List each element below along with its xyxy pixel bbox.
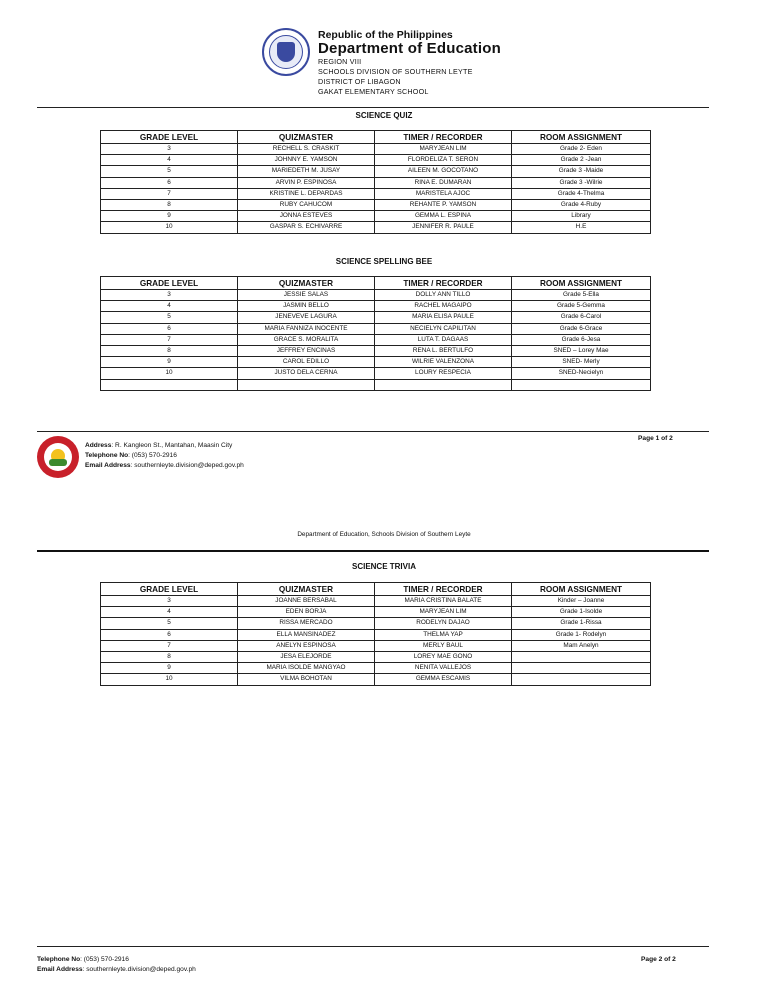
table-cell: Grade 5-Ella — [512, 290, 651, 301]
table-cell: 8 — [101, 651, 238, 662]
table-cell: 9 — [101, 357, 238, 368]
table-row — [101, 188, 651, 199]
footer-divider-page2 — [37, 946, 709, 947]
footer2-telephone: Telephone No: (053) 570-2916 — [37, 956, 129, 963]
science-spelling-bee-table — [100, 276, 651, 391]
table-cell: MARISTELA AJOC — [375, 188, 512, 199]
table-cell: NECIELYN CAPILITAN — [375, 323, 512, 334]
footer2-email: Email Address: southernleyte.division@deped.gov.ph — [37, 966, 196, 973]
table-row — [101, 629, 651, 640]
table-cell: Grade 4-Thelma — [512, 188, 651, 199]
table-cell: Grade 2- Eden — [512, 144, 651, 155]
table-row — [101, 674, 651, 685]
table-cell: MARIA ISOLDE MANGYAO — [238, 663, 375, 674]
table-cell: MARIEDETH M. JUSAY — [238, 166, 375, 177]
table-cell: 6 — [101, 629, 238, 640]
table-row — [101, 618, 651, 629]
table-cell: Grade 6-Grace — [512, 323, 651, 334]
col-timer-recorder: TIMER / RECORDER — [375, 131, 512, 144]
table-row — [101, 290, 651, 301]
table-cell: 7 — [101, 188, 238, 199]
table-cell: THELMA YAP — [375, 629, 512, 640]
footer-address: Address: R. Kangleon St., Mantahan, Maasin City — [85, 442, 233, 449]
table-cell: MERLY BAUL — [375, 640, 512, 651]
department-heading: Department of Education — [318, 40, 501, 57]
table-cell: JUSTO DELA CERNA — [238, 368, 375, 379]
col-timer-recorder: TIMER / RECORDER — [375, 583, 512, 596]
table-row — [101, 301, 651, 312]
table-row — [101, 144, 651, 155]
table-cell: Grade 1-Rissa — [512, 618, 651, 629]
table-cell: 5 — [101, 312, 238, 323]
table-cell: REHANTE P. YAMSON — [375, 199, 512, 210]
table-cell: Kinder – Joanne — [512, 596, 651, 607]
table-cell: SNED-Necielyn — [512, 368, 651, 379]
table-cell: RACHEL MAGAIPO — [375, 301, 512, 312]
division-line: SCHOOLS DIVISION OF SOUTHERN LEYTE — [318, 67, 473, 76]
table-cell — [101, 379, 238, 390]
table-cell: LOREY MAE GONO — [375, 651, 512, 662]
table-cell: 8 — [101, 199, 238, 210]
table-cell: 3 — [101, 144, 238, 155]
table-cell: GASPAR S. ECHIVARRE — [238, 222, 375, 233]
table-row — [101, 211, 651, 222]
table-row — [101, 640, 651, 651]
col-grade-level: GRADE LEVEL — [101, 131, 238, 144]
table-row — [101, 334, 651, 345]
table-cell: 4 — [101, 607, 238, 618]
region-line: REGION VIII — [318, 57, 362, 66]
table-cell: RODELYN DAJAO — [375, 618, 512, 629]
col-room-assignment: ROOM ASSIGNMENT — [512, 277, 651, 290]
science-spelling-bee-title: SCIENCE SPELLING BEE — [335, 257, 433, 266]
table-cell: 3 — [101, 290, 238, 301]
table-cell: DOLLY ANN TILLO — [375, 290, 512, 301]
table-cell — [512, 674, 651, 685]
table-row — [101, 368, 651, 379]
science-trivia-title: SCIENCE TRIVIA — [351, 562, 416, 571]
table-cell: WILRIE VALENZONA — [375, 357, 512, 368]
science-quiz-table — [100, 130, 651, 234]
table-cell: ANELYN ESPINOSA — [238, 640, 375, 651]
table-cell: MARIA FANNIZA INOCENTE — [238, 323, 375, 334]
science-quiz-title: SCIENCE QUIZ — [355, 111, 413, 120]
republic-heading: Republic of the Philippines — [318, 29, 453, 41]
table-cell: VILMA BOHOTAN — [238, 674, 375, 685]
table-cell: Grade 4-Ruby — [512, 199, 651, 210]
footer-divider-page1 — [37, 431, 709, 432]
table-cell: JOHNNY E. YAMSON — [238, 155, 375, 166]
table-cell: GRACE S. MORALITA — [238, 334, 375, 345]
table-cell: NENITA VALLEJOS — [375, 663, 512, 674]
table-cell: JENEVEVE LAGURA — [238, 312, 375, 323]
table-row — [101, 312, 651, 323]
table-cell: KRISTINE L. DEPARDAS — [238, 188, 375, 199]
col-quizmaster: QUIZMASTER — [238, 277, 375, 290]
table-cell: Grade 3 -Maide — [512, 166, 651, 177]
page-number-2: Page 2 of 2 — [641, 956, 676, 963]
science-trivia-table — [100, 582, 651, 686]
table-cell — [238, 379, 375, 390]
table-row — [101, 323, 651, 334]
table-cell: 7 — [101, 334, 238, 345]
table-cell: JESSIE SALAS — [238, 290, 375, 301]
table-cell: RINA E. DUMARAN — [375, 177, 512, 188]
table-cell: RENA L. BERTULFO — [375, 345, 512, 356]
table-cell: 10 — [101, 368, 238, 379]
table-row — [101, 663, 651, 674]
col-timer-recorder: TIMER / RECORDER — [375, 277, 512, 290]
table-cell: 8 — [101, 345, 238, 356]
table-cell: Grade 6-Carol — [512, 312, 651, 323]
table-cell: H.E — [512, 222, 651, 233]
col-room-assignment: ROOM ASSIGNMENT — [512, 583, 651, 596]
table-cell: MARYJEAN LIM — [375, 144, 512, 155]
table-row — [101, 379, 651, 390]
table-cell — [512, 663, 651, 674]
table-row — [101, 177, 651, 188]
col-grade-level: GRADE LEVEL — [101, 277, 238, 290]
table-cell: MARIA CRISTINA BALATE — [375, 596, 512, 607]
table-cell: Mam Anelyn — [512, 640, 651, 651]
table-cell: JOANNE BERSABAL — [238, 596, 375, 607]
table-cell: 5 — [101, 618, 238, 629]
table-cell: Grade 1-Isolde — [512, 607, 651, 618]
table-row — [101, 155, 651, 166]
table-cell: JENNIFER R. PAULE — [375, 222, 512, 233]
page-number-1: Page 1 of 2 — [638, 435, 673, 442]
division-logo — [37, 436, 79, 478]
table-cell: CAROL EDILLO — [238, 357, 375, 368]
page2-header-divider — [37, 550, 709, 552]
table-cell: 9 — [101, 211, 238, 222]
table-cell: RISSA MERCADO — [238, 618, 375, 629]
table-cell — [375, 379, 512, 390]
page2-header-text: Department of Education, Schools Division of Southern Leyte — [297, 531, 471, 538]
table-cell — [512, 379, 651, 390]
col-room-assignment: ROOM ASSIGNMENT — [512, 131, 651, 144]
table-row — [101, 345, 651, 356]
table-cell: SNED- Merly — [512, 357, 651, 368]
table-cell: Grade 1- Rodelyn — [512, 629, 651, 640]
table-cell: 9 — [101, 663, 238, 674]
col-quizmaster: QUIZMASTER — [238, 131, 375, 144]
header-divider — [37, 107, 709, 108]
table-cell: JESA ELEJORDE — [238, 651, 375, 662]
table-cell: Grade 2 -Jean — [512, 155, 651, 166]
table-cell: Grade 6-Jesa — [512, 334, 651, 345]
table-cell: JEFFREY ENCINAS — [238, 345, 375, 356]
col-quizmaster: QUIZMASTER — [238, 583, 375, 596]
table-cell: 6 — [101, 323, 238, 334]
table-cell: 10 — [101, 222, 238, 233]
footer-email: Email Address: southernleyte.division@deped.gov.ph — [85, 462, 244, 469]
table-cell: AILEEN M. GOCOTANO — [375, 166, 512, 177]
table-cell: JONNA ESTEVES — [238, 211, 375, 222]
table-cell: 6 — [101, 177, 238, 188]
table-cell: RECHELL S. CRASKIT — [238, 144, 375, 155]
table-cell: 4 — [101, 301, 238, 312]
table-cell: LOURY RESPECIA — [375, 368, 512, 379]
table-cell: 3 — [101, 596, 238, 607]
table-row — [101, 357, 651, 368]
table-cell: Grade 5-Gemma — [512, 301, 651, 312]
table-cell — [512, 651, 651, 662]
table-cell: FLORDELIZA T. SERON — [375, 155, 512, 166]
table-cell: GEMMA L. ESPINA — [375, 211, 512, 222]
table-cell: MARYJEAN LIM — [375, 607, 512, 618]
table-cell: EDEN BORJA — [238, 607, 375, 618]
table-cell: 7 — [101, 640, 238, 651]
table-cell: GEMMA ESCAMIS — [375, 674, 512, 685]
col-grade-level: GRADE LEVEL — [101, 583, 238, 596]
footer-telephone: Telephone No: (053) 570-2916 — [85, 452, 177, 459]
table-row — [101, 607, 651, 618]
table-cell: Grade 3 -Wilrie — [512, 177, 651, 188]
table-row — [101, 651, 651, 662]
table-cell: ELLA MANSINADEZ — [238, 629, 375, 640]
table-cell: 10 — [101, 674, 238, 685]
table-cell: 4 — [101, 155, 238, 166]
table-cell: LUTA T. DAGAAS — [375, 334, 512, 345]
table-row — [101, 199, 651, 210]
table-row — [101, 596, 651, 607]
table-row — [101, 222, 651, 233]
table-cell: RUBY CAHUCOM — [238, 199, 375, 210]
table-cell: SNED – Lorey Mae — [512, 345, 651, 356]
school-line: GAKAT ELEMENTARY SCHOOL — [318, 87, 429, 96]
table-cell: MARIA ELISA PAULE — [375, 312, 512, 323]
district-line: DISTRICT OF LIBAGON — [318, 77, 401, 86]
table-cell: ARVIN P. ESPINOSA — [238, 177, 375, 188]
table-cell: 5 — [101, 166, 238, 177]
table-cell: Library — [512, 211, 651, 222]
deped-seal-logo — [262, 28, 310, 76]
table-cell: JASMIN BELLO — [238, 301, 375, 312]
table-row — [101, 166, 651, 177]
